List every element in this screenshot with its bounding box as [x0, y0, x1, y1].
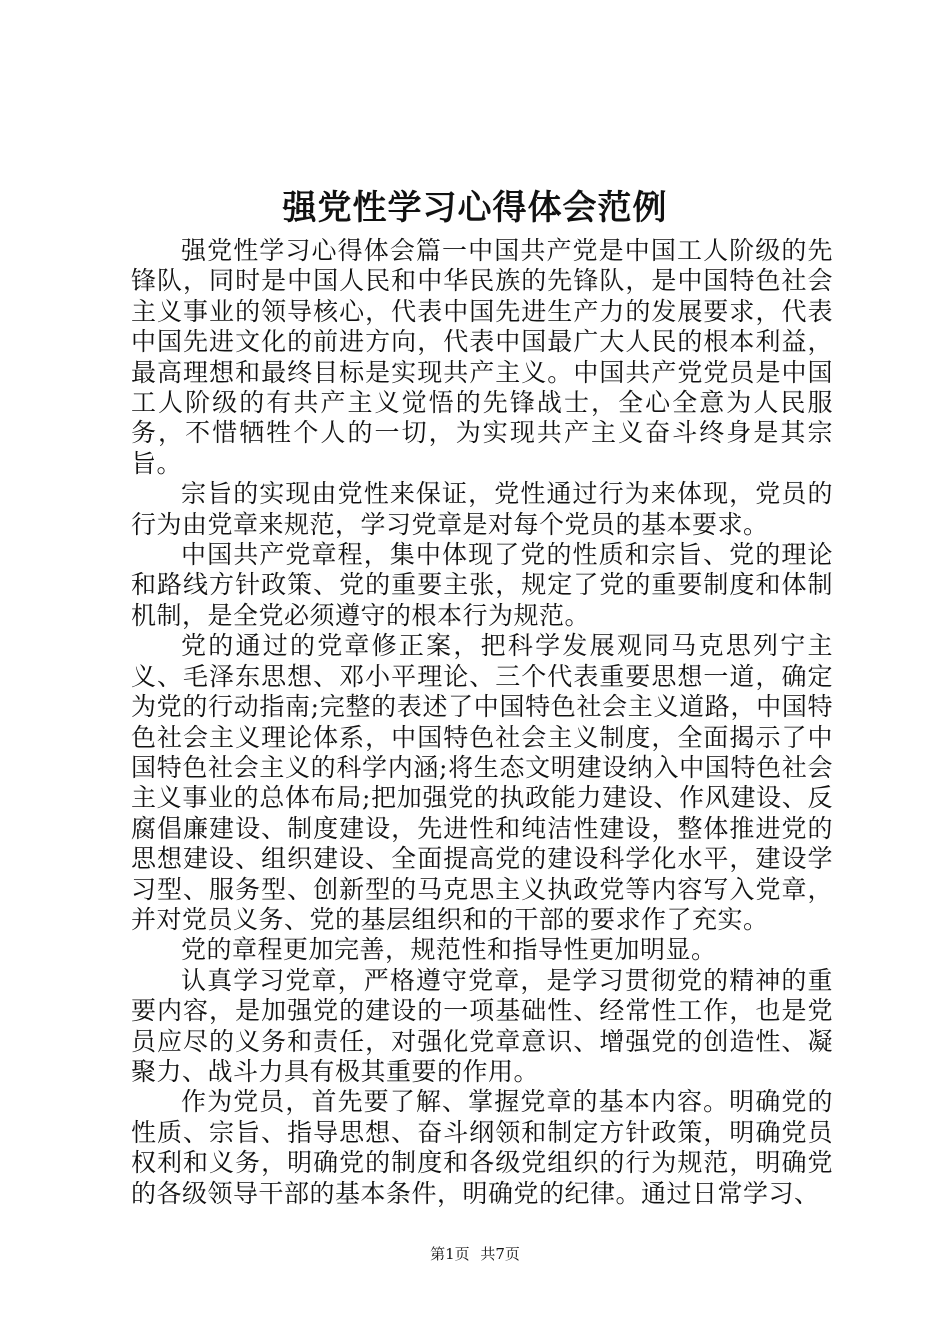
paragraph: 作为党员，首先要了解、掌握党章的基本内容。明确党的性质、宗旨、指导思想、奋斗纲领和制定方针政策，明确党员权利和义务，明确党的制度和各级党组织的行为规范，明确党的各级领导干部的基本条件，明确党的纪律。通过日常学习、	[131, 1087, 833, 1208]
document-body	[131, 236, 833, 1209]
paragraph: 强党性学习心得体会篇一中国共产党是中国工人阶级的先锋队，同时是中国人民和中华民族的先锋队，是中国特色社会主义事业的领导核心，代表中国先进生产力的发展要求，代表中国先进文化的前进方向，代表中国最广大人民的根本利益，最高理想和最终目标是实现共产主义。中国共产党党员是中国工人阶级的有共产主义觉悟的先锋战士，全心全意为人民服务，不惜牺牲个人的一切，为实现共产主义奋斗终身是其宗旨。	[131, 236, 833, 478]
paragraph: 认真学习党章，严格遵守党章，是学习贯彻党的精神的重要内容，是加强党的建设的一项基础性、经常性工作，也是党员应尽的义务和责任，对强化党章意识、增强党的创造性、凝聚力、战斗力具有极其重要的作用。	[131, 965, 833, 1086]
paragraph: 中国共产党章程，集中体现了党的性质和宗旨、党的理论和路线方针政策、党的重要主张，规定了党的重要制度和体制机制，是全党必须遵守的根本行为规范。	[131, 540, 833, 630]
document-title: 强党性学习心得体会范例	[282, 188, 668, 228]
paragraph: 宗旨的实现由党性来保证，党性通过行为来体现，党员的行为由党章来规范，学习党章是对每个党员的基本要求。	[131, 479, 833, 539]
page-total: 共7页	[480, 1245, 520, 1263]
page-number: 第1页	[430, 1245, 470, 1263]
page-footer	[0, 1243, 950, 1265]
paragraph: 党的通过的党章修正案，把科学发展观同马克思列宁主义、毛泽东思想、邓小平理论、三个代表重要思想一道，确定为党的行动指南;完整的表述了中国特色社会主义道路，中国特色社会主义理论体系，中国特色社会主义制度，全面揭示了中国特色社会主义的科学内涵;将生态文明建设纳入中国特色社会主义事业的总体布局;把加强党的执政能力建设、作风建设、反腐倡廉建设、制度建设，先进性和纯洁性建设，整体推进党的思想建设、组织建设、全面提高党的建设科学化水平，建设学习型、服务型、创新型的马克思主义执政党等内容写入党章，并对党员义务、党的基层组织和的干部的要求作了充实。	[131, 631, 833, 934]
paragraph: 党的章程更加完善，规范性和指导性更加明显。	[181, 935, 717, 965]
